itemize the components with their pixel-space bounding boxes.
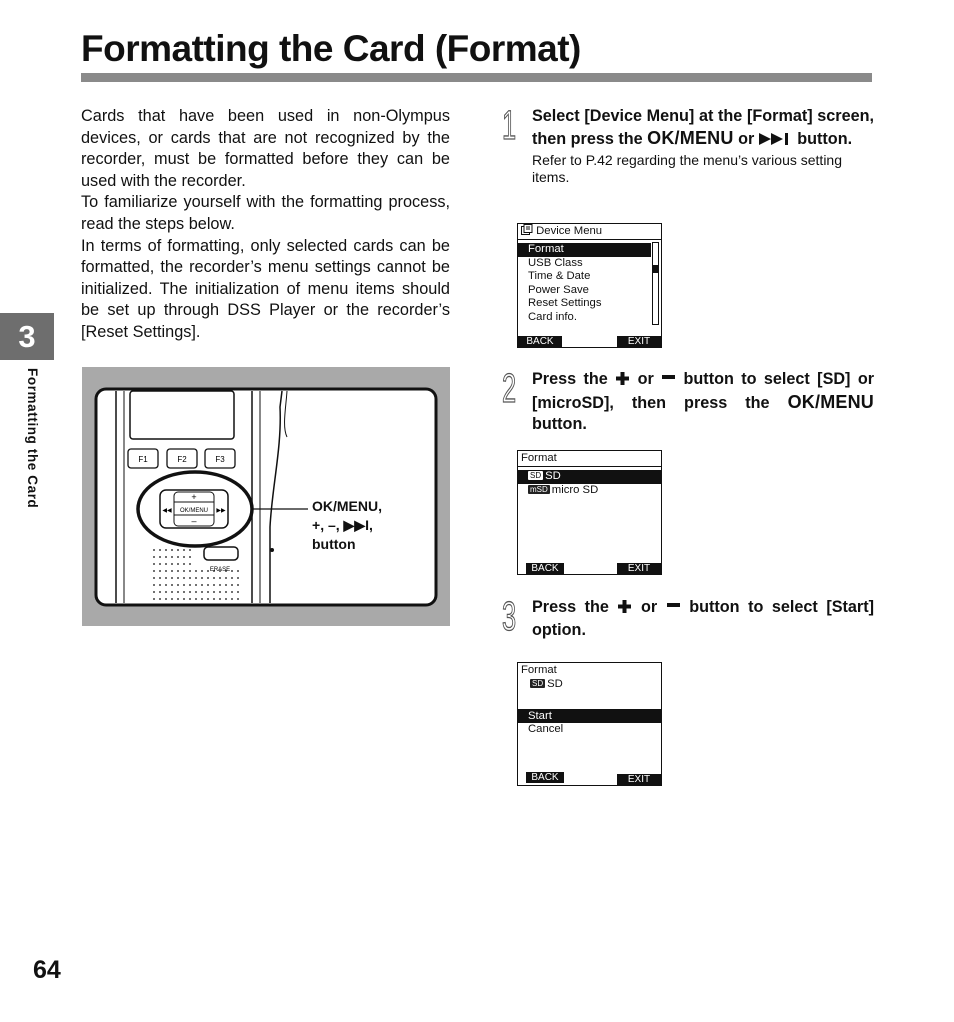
callout-line-2: +, –, ▶▶I,	[312, 517, 373, 533]
option-start[interactable]: Start	[518, 710, 661, 724]
step-2-text-c: button to select [SD] or [microSD], then press the	[532, 370, 875, 412]
minus-icon	[661, 370, 676, 392]
svg-text:–: –	[191, 516, 197, 526]
screen-header: Format	[518, 451, 661, 467]
plus-icon	[615, 370, 630, 392]
recorder-illustration	[82, 367, 450, 626]
svg-text:▶▶: ▶▶	[216, 508, 226, 514]
fast-forward-icon: ▶▶I	[343, 517, 369, 533]
menu-item-time-date[interactable]: Time & Date	[528, 270, 591, 282]
step-3-text-b: or	[640, 598, 658, 616]
step-2-instruction	[532, 369, 874, 436]
step-2-text-b: or	[637, 370, 654, 388]
chapter-label: Formatting the Card	[25, 368, 40, 509]
step-1-text-a: Select [Device Menu] at the [Format] screen, then press the	[532, 107, 874, 148]
format-card-select-screen	[517, 450, 662, 575]
key-f2: F2	[177, 455, 187, 464]
page-title: Formatting the Card (Format)	[81, 28, 581, 69]
intro-paragraph-3: In terms of formatting, only selected cards can be formatted, the recorder’s menu settings cannot be initialized. The initialization of menu items should be set up through DSS Player or the recorder’s [Reset Settings].	[81, 236, 450, 341]
step-1	[502, 102, 874, 186]
exit-button[interactable]: EXIT	[617, 774, 661, 785]
sd-card-icon: SD	[532, 679, 544, 688]
plus-icon	[617, 598, 632, 620]
menu-item-power-save[interactable]: Power Save	[528, 283, 589, 296]
screen-header: Format	[521, 664, 557, 676]
okmenu-label: OK/MENU	[787, 391, 874, 412]
step-number-2: 2	[502, 365, 517, 411]
exit-button[interactable]: EXIT	[617, 563, 661, 574]
selected-card	[518, 678, 661, 692]
option-cancel[interactable]: Cancel	[528, 723, 564, 735]
step-3	[502, 593, 874, 641]
step-2-text-d: button.	[532, 415, 587, 434]
menu-item-card-info[interactable]: Card info.	[528, 310, 577, 323]
step-1-instruction	[532, 106, 874, 151]
scrollbar-thumb[interactable]	[653, 265, 658, 273]
selected-card-label: SD	[547, 678, 563, 690]
step-number-3: 3	[502, 593, 517, 639]
step-number-1: 1	[502, 102, 517, 148]
back-button[interactable]: BACK	[526, 563, 564, 574]
plus-symbol: +	[312, 517, 321, 533]
intro-paragraph-1: Cards that have been used in non-Olympus devices, or cards that are not recognized by the recorder, must be formatted before they can be used with the recorder.	[81, 107, 450, 190]
menu-item-format[interactable]: Format	[518, 243, 651, 257]
key-f3: F3	[215, 455, 225, 464]
step-1-text-b: or	[738, 129, 755, 148]
device-menu-screen	[517, 223, 662, 348]
option-micro-sd-label: micro SD	[551, 483, 599, 496]
screen-title: Device Menu	[536, 225, 603, 237]
format-confirm-screen	[517, 662, 662, 786]
chapter-tab: 3	[0, 313, 54, 360]
menu-item-reset-settings[interactable]: Reset Settings	[528, 297, 602, 309]
sd-card-icon: SD	[530, 471, 542, 480]
callout-line-1: OK/MENU,	[312, 498, 382, 514]
menu-item-usb-class[interactable]: USB Class	[528, 256, 583, 269]
option-sd[interactable]	[518, 470, 661, 484]
page-number: 64	[33, 956, 61, 984]
scrollbar[interactable]	[652, 242, 659, 325]
svg-text:+: +	[191, 492, 197, 502]
minus-symbol: –	[327, 517, 336, 533]
exit-button[interactable]: EXIT	[617, 336, 661, 347]
option-sd-label: SD	[545, 470, 561, 482]
screen-header	[518, 224, 661, 240]
okmenu-key-label: OK/MENU	[179, 508, 209, 514]
step-1-note: Refer to P.42 regarding the menu’s various setting items.	[532, 152, 843, 186]
fast-forward-icon	[759, 130, 793, 152]
step-3-text-c: button to select [Start] option.	[532, 598, 874, 639]
title-rule	[81, 73, 872, 82]
key-f1: F1	[138, 455, 148, 464]
step-3-instruction	[532, 597, 874, 641]
step-3-text-a: Press the	[532, 598, 609, 616]
button-callout	[312, 497, 382, 554]
recorder-drawing	[82, 367, 450, 626]
micro-sd-card-icon: mSD	[530, 484, 548, 494]
step-2-text-a: Press the	[532, 370, 608, 388]
erase-key-label: ERASE	[209, 567, 231, 573]
svg-text:◀◀: ◀◀	[162, 508, 172, 514]
back-button[interactable]: BACK	[518, 336, 562, 347]
minus-icon	[666, 598, 681, 620]
callout-line-3: button	[312, 536, 356, 552]
step-1-text-c: button.	[797, 129, 853, 148]
option-micro-sd[interactable]	[518, 484, 661, 498]
intro-paragraph-2: To familiarize yourself with the formatting process, read the steps below.	[81, 193, 450, 233]
menu-icon	[521, 224, 533, 240]
intro-text	[81, 106, 450, 344]
step-2	[502, 365, 875, 436]
okmenu-label: OK/MENU	[647, 127, 734, 148]
back-button[interactable]: BACK	[526, 772, 564, 783]
